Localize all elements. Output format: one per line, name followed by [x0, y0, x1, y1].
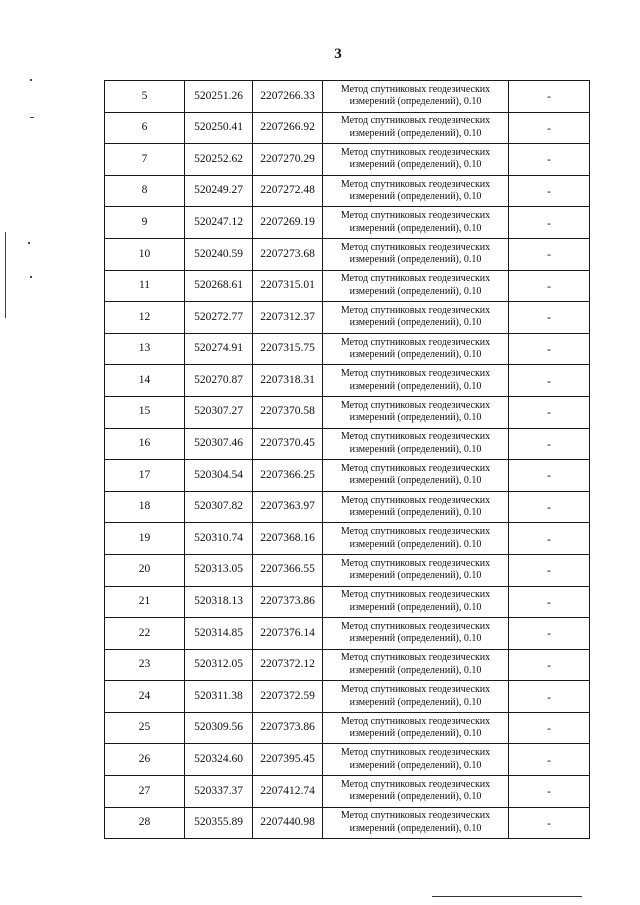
y-coordinate-cell: 2207315.01	[253, 270, 323, 302]
method-cell	[323, 460, 509, 492]
x-coordinate-cell: 520337.37	[185, 776, 253, 808]
dash-cell: -	[509, 396, 590, 428]
method-cell	[323, 302, 509, 334]
margin-mark	[30, 79, 32, 81]
dash-cell: -	[509, 365, 590, 397]
table-row	[105, 807, 590, 839]
method-line-1: Метод спутниковых геодезических	[340, 336, 491, 348]
table-row	[105, 238, 590, 270]
x-coordinate-cell: 520270.87	[185, 365, 253, 397]
x-coordinate-cell: 520250.41	[185, 112, 253, 144]
y-coordinate-cell: 2207273.68	[253, 238, 323, 270]
point-number-cell: 12	[105, 302, 185, 334]
method-line-1: Метод спутниковых геодезических	[340, 652, 491, 664]
method-cell	[323, 238, 509, 270]
method-line-2: измерений (определений), 0.10	[349, 349, 482, 361]
point-number-cell: 21	[105, 586, 185, 618]
method-cell	[323, 554, 509, 586]
x-coordinate-cell: 520247.12	[185, 207, 253, 239]
dash-cell: -	[509, 175, 590, 207]
x-coordinate-cell: 520313.05	[185, 554, 253, 586]
point-number-cell: 27	[105, 776, 185, 808]
method-line-2: измерений (определений), 0.10	[349, 633, 482, 645]
coordinates-table	[104, 80, 590, 839]
x-coordinate-cell: 520304.54	[185, 460, 253, 492]
method-line-2: измерений (определений), 0.10	[349, 127, 482, 139]
table-row	[105, 776, 590, 808]
dash-cell: -	[509, 776, 590, 808]
x-coordinate-cell: 520252.62	[185, 144, 253, 176]
method-cell	[323, 807, 509, 839]
coordinates-table-body	[105, 81, 590, 839]
point-number-cell: 7	[105, 144, 185, 176]
y-coordinate-cell: 2207366.55	[253, 554, 323, 586]
point-number-cell: 25	[105, 712, 185, 744]
table-row	[105, 270, 590, 302]
dash-cell: -	[509, 491, 590, 523]
method-line-2: измерений (определений), 0.10	[349, 696, 482, 708]
x-coordinate-cell: 520274.91	[185, 333, 253, 365]
point-number-cell: 9	[105, 207, 185, 239]
method-line-1: Метод спутниковых геодезических	[340, 146, 491, 158]
margin-mark	[28, 242, 30, 244]
method-line-2: измерений (определений). 0.10	[349, 538, 482, 550]
method-cell	[323, 776, 509, 808]
y-coordinate-cell: 2207370.58	[253, 396, 323, 428]
point-number-cell: 17	[105, 460, 185, 492]
method-line-1: Метод спутниковых геодезических	[340, 462, 491, 474]
method-line-1: Метод спутниковых геодезических	[340, 715, 491, 727]
table-row	[105, 175, 590, 207]
dash-cell: -	[509, 428, 590, 460]
dash-cell: -	[509, 523, 590, 555]
x-coordinate-cell: 520309.56	[185, 712, 253, 744]
method-line-2: измерений (определений), 0.10	[349, 728, 482, 740]
dash-cell: -	[509, 681, 590, 713]
method-cell	[323, 428, 509, 460]
table-row	[105, 554, 590, 586]
point-number-cell: 16	[105, 428, 185, 460]
method-cell	[323, 207, 509, 239]
dash-cell: -	[509, 744, 590, 776]
table-row	[105, 396, 590, 428]
table-row	[105, 333, 590, 365]
method-cell	[323, 81, 509, 113]
method-cell	[323, 586, 509, 618]
table-row	[105, 365, 590, 397]
table-row	[105, 491, 590, 523]
method-cell	[323, 175, 509, 207]
method-line-2: измерений (определений), 0.10	[349, 159, 482, 171]
y-coordinate-cell: 2207372.59	[253, 681, 323, 713]
method-line-2: измерений (определений), 0.10	[349, 664, 482, 676]
y-coordinate-cell: 2207370.45	[253, 428, 323, 460]
method-cell	[323, 744, 509, 776]
x-coordinate-cell: 520251.26	[185, 81, 253, 113]
method-cell	[323, 681, 509, 713]
x-coordinate-cell: 520307.27	[185, 396, 253, 428]
method-line-2: измерений (определений), 0.10	[349, 191, 482, 203]
method-line-1: Метод спутниковых геодезических	[340, 115, 491, 127]
x-coordinate-cell: 520307.82	[185, 491, 253, 523]
method-line-2: измерений (определений), 0.10	[349, 601, 482, 613]
x-coordinate-cell: 520249.27	[185, 175, 253, 207]
method-line-1: Метод спутниковых геодезических	[340, 778, 491, 790]
y-coordinate-cell: 2207368.16	[253, 523, 323, 555]
point-number-cell: 8	[105, 175, 185, 207]
point-number-cell: 13	[105, 333, 185, 365]
method-cell	[323, 333, 509, 365]
method-line-2: измерений (определений), 0.10	[349, 822, 482, 834]
y-coordinate-cell: 2207412.74	[253, 776, 323, 808]
x-coordinate-cell: 520307.46	[185, 428, 253, 460]
method-line-2: измерений (определений), 0.10	[349, 412, 482, 424]
method-line-2: измерений (определений), 0.10	[349, 96, 482, 108]
method-line-1: Метод спутниковых геодезических	[340, 399, 491, 411]
dash-cell: -	[509, 238, 590, 270]
table-row	[105, 144, 590, 176]
point-number-cell: 5	[105, 81, 185, 113]
dash-cell: -	[509, 302, 590, 334]
y-coordinate-cell: 2207266.33	[253, 81, 323, 113]
point-number-cell: 22	[105, 618, 185, 650]
table-row	[105, 112, 590, 144]
table-row	[105, 81, 590, 113]
dash-cell: -	[509, 270, 590, 302]
method-line-2: измерений (определений), 0.10	[349, 317, 482, 329]
table-row	[105, 460, 590, 492]
margin-mark	[5, 232, 6, 318]
margin-mark	[30, 276, 32, 278]
x-coordinate-cell: 520240.59	[185, 238, 253, 270]
table-row	[105, 302, 590, 334]
dash-cell: -	[509, 81, 590, 113]
method-line-1: Метод спутниковых геодезических	[340, 494, 491, 506]
x-coordinate-cell: 520314.85	[185, 618, 253, 650]
method-cell	[323, 270, 509, 302]
method-line-1: Метод спутниковых геодезических	[340, 210, 491, 222]
method-line-2: измерений (определений), 0.10	[349, 759, 482, 771]
point-number-cell: 24	[105, 681, 185, 713]
method-line-1: Метод спутниковых геодезических	[340, 684, 491, 696]
method-line-1: Метод спутниковых геодезических	[340, 620, 491, 632]
y-coordinate-cell: 2207373.86	[253, 712, 323, 744]
dash-cell: -	[509, 460, 590, 492]
point-number-cell: 23	[105, 649, 185, 681]
dash-cell: -	[509, 207, 590, 239]
method-line-2: измерений (определений), 0.10	[349, 443, 482, 455]
table-row	[105, 681, 590, 713]
method-line-1: Метод спутниковых геодезических	[340, 83, 491, 95]
y-coordinate-cell: 2207440.98	[253, 807, 323, 839]
dash-cell: -	[509, 144, 590, 176]
method-line-2: измерений (определений), 0.10	[349, 791, 482, 803]
method-line-2: измерений (определений), 0.10	[349, 380, 482, 392]
x-coordinate-cell: 520311.38	[185, 681, 253, 713]
dash-cell: -	[509, 554, 590, 586]
y-coordinate-cell: 2207269.19	[253, 207, 323, 239]
point-number-cell: 14	[105, 365, 185, 397]
table-row	[105, 207, 590, 239]
point-number-cell: 6	[105, 112, 185, 144]
x-coordinate-cell: 520310.74	[185, 523, 253, 555]
method-cell	[323, 618, 509, 650]
x-coordinate-cell: 520268.61	[185, 270, 253, 302]
point-number-cell: 10	[105, 238, 185, 270]
method-line-1: Метод спутниковых геодезических	[340, 431, 491, 443]
x-coordinate-cell: 520318.13	[185, 586, 253, 618]
x-coordinate-cell: 520324.60	[185, 744, 253, 776]
method-line-1: Метод спутниковых геодезических	[340, 273, 491, 285]
page-number: 3	[334, 46, 342, 62]
y-coordinate-cell: 2207363.97	[253, 491, 323, 523]
method-line-2: измерений (определений), 0.10	[349, 570, 482, 582]
table-row	[105, 744, 590, 776]
method-line-2: измерений (определений), 0.10	[349, 507, 482, 519]
y-coordinate-cell: 2207315.75	[253, 333, 323, 365]
method-line-2: измерений (определений), 0.10	[349, 222, 482, 234]
method-line-2: измерений (определений), 0.10	[349, 285, 482, 297]
method-line-2: измерений (определений), 0.10	[349, 475, 482, 487]
y-coordinate-cell: 2207266.92	[253, 112, 323, 144]
margin-mark	[30, 117, 34, 118]
method-line-1: Метод спутниковых геодезических	[340, 368, 491, 380]
point-number-cell: 28	[105, 807, 185, 839]
method-cell	[323, 112, 509, 144]
point-number-cell: 26	[105, 744, 185, 776]
y-coordinate-cell: 2207312.37	[253, 302, 323, 334]
x-coordinate-cell: 520312.05	[185, 649, 253, 681]
dash-cell: -	[509, 649, 590, 681]
method-line-1: Метод спутниковых геодезических	[340, 178, 491, 190]
table-row	[105, 618, 590, 650]
point-number-cell: 20	[105, 554, 185, 586]
method-cell	[323, 144, 509, 176]
table-row	[105, 649, 590, 681]
y-coordinate-cell: 2207395.45	[253, 744, 323, 776]
dash-cell: -	[509, 112, 590, 144]
table-row	[105, 523, 590, 555]
method-line-1: Метод спутниковых геодезических	[340, 589, 491, 601]
method-cell	[323, 712, 509, 744]
dash-cell: -	[509, 807, 590, 839]
dash-cell: -	[509, 618, 590, 650]
table-row	[105, 428, 590, 460]
method-line-1: Метод спутниковых геодезических	[340, 747, 491, 759]
y-coordinate-cell: 2207270.29	[253, 144, 323, 176]
dash-cell: -	[509, 712, 590, 744]
dash-cell: -	[509, 333, 590, 365]
point-number-cell: 19	[105, 523, 185, 555]
method-cell	[323, 491, 509, 523]
bottom-rule	[432, 896, 582, 897]
y-coordinate-cell: 2207272.48	[253, 175, 323, 207]
method-cell	[323, 649, 509, 681]
point-number-cell: 15	[105, 396, 185, 428]
point-number-cell: 18	[105, 491, 185, 523]
method-line-1: Метод спутниковых геодезических	[340, 241, 491, 253]
x-coordinate-cell: 520355.89	[185, 807, 253, 839]
x-coordinate-cell: 520272.77	[185, 302, 253, 334]
table-row	[105, 712, 590, 744]
method-cell	[323, 365, 509, 397]
y-coordinate-cell: 2207372.12	[253, 649, 323, 681]
y-coordinate-cell: 2207376.14	[253, 618, 323, 650]
table-row	[105, 586, 590, 618]
method-cell	[323, 523, 509, 555]
method-line-1: Метод спутниковых геодезических	[340, 526, 491, 538]
y-coordinate-cell: 2207318.31	[253, 365, 323, 397]
point-number-cell: 11	[105, 270, 185, 302]
method-line-1: Метод спутниковых геодезических	[340, 557, 491, 569]
y-coordinate-cell: 2207366.25	[253, 460, 323, 492]
method-line-1: Метод спутниковых геодезических	[340, 810, 491, 822]
method-line-1: Метод спутниковых геодезических	[340, 304, 491, 316]
method-cell	[323, 396, 509, 428]
y-coordinate-cell: 2207373.86	[253, 586, 323, 618]
dash-cell: -	[509, 586, 590, 618]
method-line-2: измерений (определений), 0.10	[349, 254, 482, 266]
